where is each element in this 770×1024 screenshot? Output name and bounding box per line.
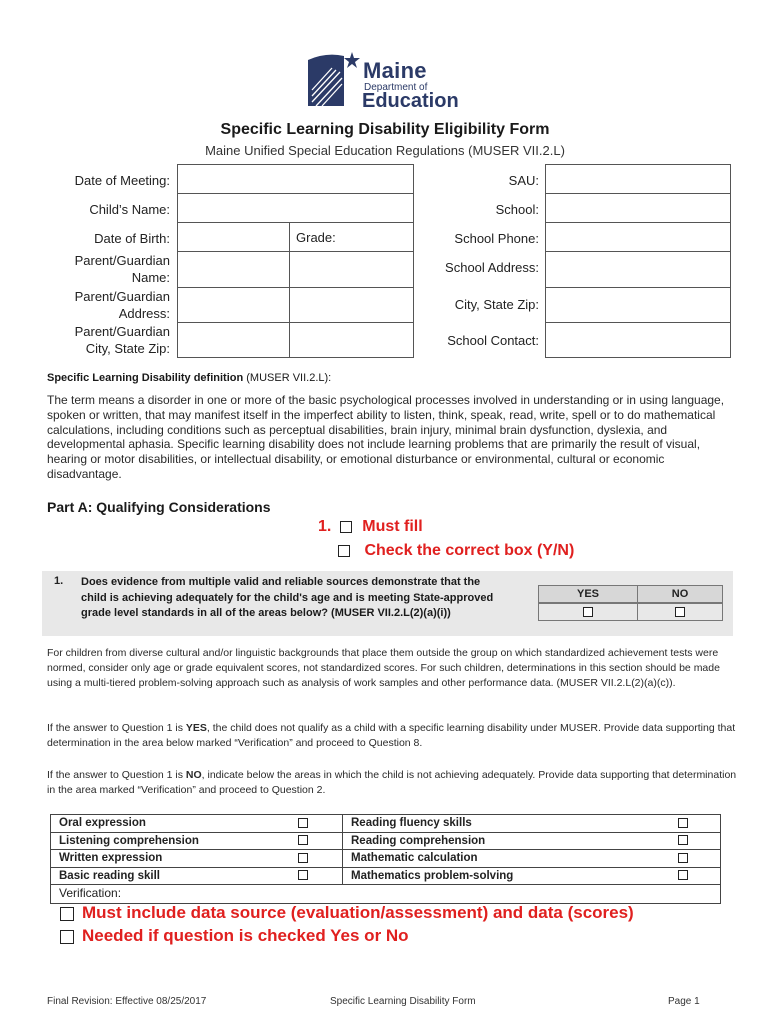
no-instructions-paragraph: If the answer to Question 1 is NO, indicate below the areas in which the child is not achieving adequately. Provide data supporting that determination in the area marked “Verification” and proceed to Question 2. (47, 769, 737, 796)
parent-city-label: Parent/Guardian City, State Zip: (74, 324, 170, 356)
sau-label: SAU: (508, 173, 539, 188)
parent-address-label: Parent/Guardian Address: (74, 289, 170, 321)
city-state-zip-label: City, State Zip: (454, 297, 539, 312)
parent-city-input[interactable] (177, 322, 414, 358)
footer-page-number: Page 1 (668, 996, 700, 1007)
math-problem-solving-checkbox[interactable] (673, 868, 693, 885)
verification-field[interactable] (51, 885, 720, 903)
listening-comprehension-checkbox[interactable] (293, 833, 313, 850)
yes-header: YES (538, 585, 638, 603)
yes-checkbox[interactable] (583, 607, 593, 617)
table-row (51, 815, 720, 833)
table-row (51, 850, 720, 868)
area-label: Written expression (59, 852, 163, 864)
school-label: School: (495, 202, 539, 217)
city-state-zip-input[interactable] (545, 287, 731, 323)
footer-form-name: Specific Learning Disability Form (330, 996, 476, 1007)
oral-expression-checkbox[interactable] (293, 815, 313, 832)
area-label: Reading fluency skills (351, 817, 472, 829)
question-1-text: Does evidence from multiple valid and reliable sources demonstrate that the child is achieving adequately for the child's age and is meeting State-approved grade level standards in all of the areas below? (MUSER VII.2.L(2)(a)(i)) (81, 576, 494, 620)
logo-text-education: Education (362, 90, 459, 112)
childs-name-label: Child’s Name: (89, 202, 170, 217)
verification-label: Verification: (59, 886, 122, 900)
reading-comprehension-checkbox[interactable] (673, 833, 693, 850)
footer-revision: Final Revision: Effective 08/25/2017 (47, 996, 207, 1007)
grade-input[interactable] (289, 222, 414, 252)
school-input[interactable] (545, 193, 731, 223)
needed-if-note: Needed if question is checked Yes or No (60, 926, 409, 946)
area-label: Reading comprehension (351, 834, 486, 847)
sau-input[interactable] (545, 164, 731, 194)
no-header: NO (637, 585, 723, 603)
definition-heading: Specific Learning Disability definition (MUSER VII.2.L): (47, 372, 332, 384)
mathematic-calculation-checkbox[interactable] (673, 850, 693, 867)
school-contact-label: School Contact: (447, 333, 539, 348)
table-row (51, 833, 720, 851)
parent-name-label: Parent/Guardian Name: (74, 253, 170, 285)
parent-name-input[interactable] (177, 251, 414, 288)
date-of-meeting-input[interactable] (177, 164, 414, 194)
part-a-heading: Part A: Qualifying Considerations (47, 499, 271, 515)
logo-text-maine: Maine (363, 58, 427, 83)
basic-reading-checkbox[interactable] (293, 868, 313, 885)
no-checkbox[interactable] (675, 607, 685, 617)
logo-text-department: Department of (364, 82, 428, 93)
school-phone-label: School Phone: (454, 231, 539, 246)
school-phone-input[interactable] (545, 222, 731, 252)
checkbox-icon (338, 545, 350, 557)
parent-address-input[interactable] (177, 287, 414, 323)
date-of-birth-label: Date of Birth: (94, 231, 170, 246)
table-row (51, 868, 720, 886)
definition-text: The term means a disorder in one or more of the basic psychological processes involved in understanding or in using language, spoken or written, that may manifest itself in the imperfect ability to listen, think, speak, read, write, spell or to do mathematical calculations, including conditions such as perceptual disabilities, brain injury, minimal brain dysfunction, dyslexia, and developmental aphasia. Specific learning disability does not include learning problems that are primarily the result of visual, hearing or motor disabilities, or intellectual disability, or emotional disturbance or environmental, cultural or economic disadvantage. (47, 393, 725, 481)
date-of-meeting-label: Date of Meeting: (74, 173, 170, 188)
written-expression-checkbox[interactable] (293, 850, 313, 867)
area-label: Listening comprehension (59, 834, 199, 847)
must-fill-note: 1. Must fill (318, 518, 423, 535)
area-label: Mathematic calculation (351, 852, 478, 864)
maine-logo-mark (306, 50, 360, 108)
left-box-divider (289, 251, 290, 358)
reading-fluency-checkbox[interactable] (673, 815, 693, 832)
grade-label: Grade: (296, 230, 336, 245)
checkbox-icon (60, 930, 74, 944)
school-address-label: School Address: (445, 260, 539, 275)
areas-table (50, 814, 721, 904)
no-checkbox-cell[interactable] (637, 603, 723, 621)
question-1-number: 1. (54, 575, 64, 587)
diverse-backgrounds-paragraph: For children from diverse cultural and/or linguistic backgrounds that place them outside the group on which standardized achievement tests were normed, consider only age or grade equivalent scores, not standardized scores. For such children, determinations in this section should be made using a multi-tiered problem-solving approach such as analysis of work samples and other performance data. (MUSER VII.2.L(2)(a)(c)). (47, 647, 720, 689)
page-subtitle: Maine Unified Special Education Regulations (MUSER VII.2.L) (205, 143, 565, 158)
yes-checkbox-cell[interactable] (538, 603, 638, 621)
school-contact-input[interactable] (545, 322, 731, 358)
must-include-note: Must include data source (evaluation/assessment) and data (scores) (60, 903, 634, 923)
area-label: Oral expression (59, 817, 146, 829)
page-title: Specific Learning Disability Eligibility Form (220, 121, 550, 138)
check-correct-box-note: Check the correct box (Y/N) (338, 542, 574, 560)
date-of-birth-input[interactable] (177, 222, 290, 252)
yes-instructions-paragraph: If the answer to Question 1 is YES, the child does not qualify as a child with a specific learning disability under MUSER. Provide data supporting that determination in the area below marked “Verification” and proceed to Question 8. (47, 722, 736, 749)
childs-name-input[interactable] (177, 193, 414, 223)
area-label: Basic reading skill (59, 869, 160, 882)
checkbox-icon (60, 907, 74, 921)
checkbox-icon (340, 521, 352, 533)
school-address-input[interactable] (545, 251, 731, 288)
area-label: Mathematics problem-solving (351, 869, 514, 882)
